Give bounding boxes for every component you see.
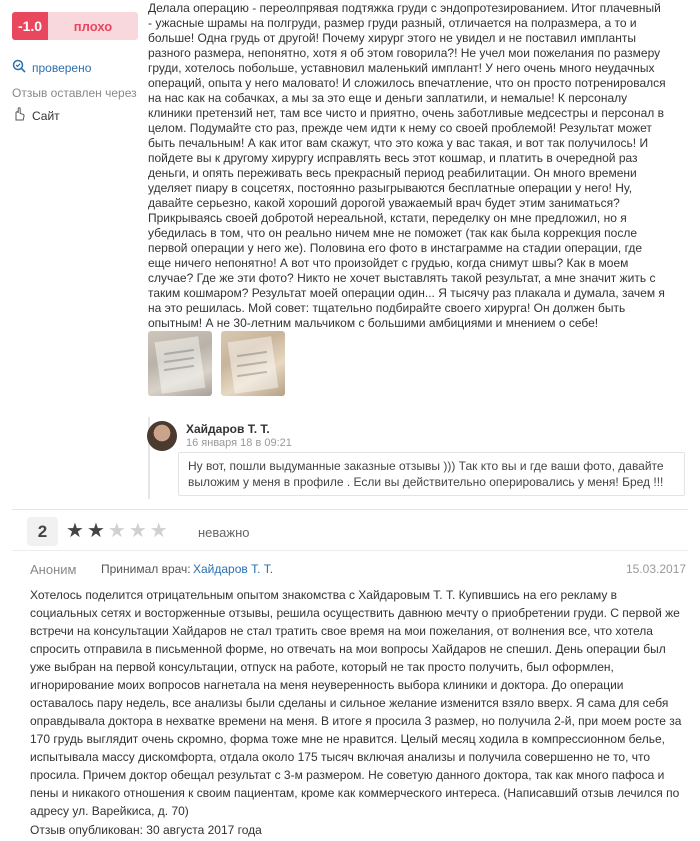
rating-badge xyxy=(12,12,138,40)
score-label: плохо xyxy=(48,12,138,40)
verified-link[interactable] xyxy=(12,59,91,76)
doctor-link[interactable]: Хайдаров Т. Т. xyxy=(193,562,274,576)
review-author: Аноним xyxy=(30,562,77,577)
reply-author[interactable]: Хайдаров Т. Т. xyxy=(186,422,270,436)
review-text: Хотелось поделится отрицательным опытом знакомства с Хайдаровым Т. Т. Купившись на его рекламу в социальных сетях и восторженные отзывы, решила осуществить давнюю мечту о приобретении груди. С первой же встречи на консультации Хайдаров не стал тратить свое время на мои пожелания, от волнения все, что хотела спросить отправила в письменной форме, но отвечать на мои вопросы Хайдаров не спешил. День операции был уже выбран на первой консультации, отпуск на работе, который не так просто получить, был оформлен, игнорирование моих вопросов нагнетала на меня неуверенность выбора клиники и доктора. До операции оставалось пару недель, все анализы были сделаны и сильное желание изменится взяло вверх. Я сама для себя оправдывала доктора в нехватке времени на меня. В итоге я просила 3 размер, но получила 2-й, при моем росте за 170 грудь выглядит очень скромно, форма тоже мне не нравится. Целый месяц ходила в компрессионном белье, испытывала массу дискомфорта, отдала около 175 тысяч включая анализы и получила совершенно не то, что просила. Причем доктор обещал результат с 3-м размером. Не советую данного доктора, так как много пафоса и пены и никакого отношения к своим пациентам, кроме как коммерческого интереса. (Написавший отзыв лечился по адресу ул. Варейкиса, д. 70) xyxy=(30,588,682,818)
star-empty-icon: ★ xyxy=(107,520,126,542)
doctor-label: Принимал врач: xyxy=(101,562,191,576)
star-filled-icon: ★ xyxy=(86,520,105,542)
magnifier-check-icon xyxy=(12,59,26,76)
reply-text: Ну вот, пошли выдуманные заказные отзывы ))) Так кто вы и где ваши фото, давайте выложим у меня в профиле . Если вы действительно оперировались у меня! Бред !!! xyxy=(188,459,664,489)
review-separator xyxy=(12,509,688,510)
review-photo-thumbnail[interactable] xyxy=(148,331,212,396)
left-via-label: Отзыв оставлен через xyxy=(12,86,137,100)
star-filled-icon: ★ xyxy=(66,520,84,542)
header-separator xyxy=(12,550,688,551)
rating-word: неважно xyxy=(198,525,250,540)
star-rating xyxy=(66,520,168,542)
hand-pointer-icon xyxy=(12,107,26,124)
review-number-badge: 2 xyxy=(27,517,58,546)
review-photo-thumbnail[interactable] xyxy=(221,331,285,396)
source-row xyxy=(12,107,60,124)
score-value: -1.0 xyxy=(12,12,48,40)
verified-label: проверено xyxy=(32,60,92,75)
review-text: Делала операцию - переолпрявая подтяжка груди с эндопротезированием. Итог плачевный - ужасные шрамы на полгруди, размер груди разный, отличается на полразмера, а то и больше! Одна грудь от другой! Почему хирург этого не увидел и не поставил импланты разного размера, непонятно, хотя я об этом говорила?! Не учел мои пожелания по размеру груди, хотелось побольше, уставновил маленький имплант! У него очень много неудачных операций, опыта у него маловато! И сложилось впечатление, что он просто потренировался на нас как на собачках, а мы за это еще и деньги заплатили, и немалые! К персоналу клиники претензий нет, там все чисто и приятно, очень заботливые медсестры и персонал в целом. Подумайте сто раз, прежде чем идти к нему со своей проблемой! Результат может быть печальным! А как итог вам скажут, что это кожа у вас такая, и вот так получилось! И пойдете вы к другому хирургу исправлять весь этот кошмар, и платить в очередной раз деньги, и опять переживать весь прекрасный период реабилитации. Он много времени уделяет пиару в соцсетях, постоянно разыгрываются бесплатные операции у него! Ну, давайте серьезно, какой хороший дорогой уважаемый врач будет этим заниматься? Прикрываясь своей добротой нереальной, кстати, переделку он мне предложил, но я убедилась в том, что он реально ничем мне не поможет (так как была коррекция после первой операции у него же). Половина его фото в инстаграмме на стадии операции, где еще ничего непонятно! А вот что произойдет с грудью, когда снимут швы? Как в моем случае? Где же эти фото? Никто не хочет выставлять такой результат, а мне значит жить с таким кошмаром? Результат моей операции один... Я тысячу раз плакала и думала, зачем я на это решилась. Мой совет: тщательно подбирайте своего хирурга! Он должен быть опытным! А не 30-летним мальчиком с большими амбициями и мнением о себе! xyxy=(148,1,666,330)
review-date: 15.03.2017 xyxy=(626,562,687,576)
star-empty-icon: ★ xyxy=(128,520,147,542)
reply-date: 16 января 18 в 09:21 xyxy=(186,437,292,449)
doctor-avatar xyxy=(147,421,177,451)
published-date: Отзыв опубликован: 30 августа 2017 года xyxy=(30,823,262,837)
source-label: Сайт xyxy=(32,108,60,123)
star-empty-icon: ★ xyxy=(149,520,168,542)
